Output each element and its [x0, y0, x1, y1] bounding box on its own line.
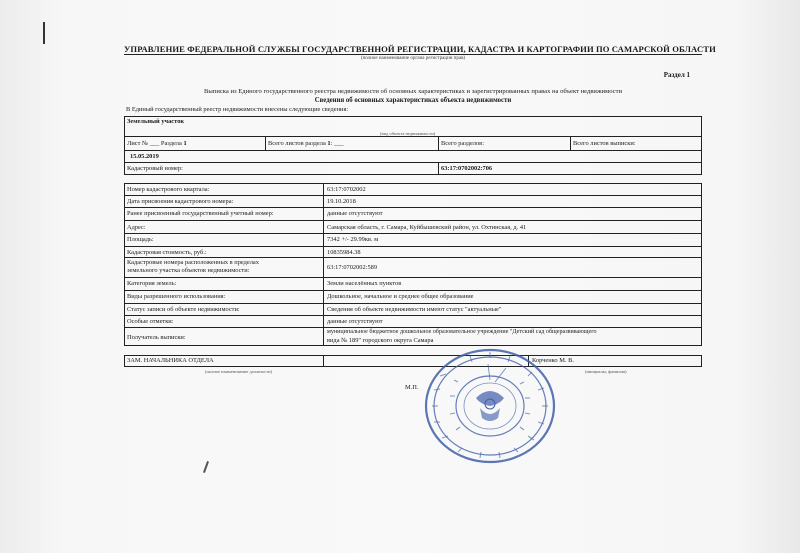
- row-label: Категория земель:: [127, 280, 177, 287]
- row-value: 19.10.2018: [327, 198, 356, 205]
- row-value: данные отсутствуют: [327, 318, 383, 325]
- row-label: Виды разрешенного использования:: [127, 293, 226, 300]
- extract-subtitle: Сведения об основных характеристиках объекта недвижимости: [314, 97, 512, 104]
- row-value: Самарская область, г. Самара, Куйбышевский район, ул. Охтинская, д. 41: [327, 224, 527, 231]
- cadastral-label: Кадастровый номер:: [127, 165, 183, 172]
- row-value: Земли населённых пунктов: [327, 280, 402, 287]
- sheet-number: Лист № ___ Раздела 1: [127, 140, 187, 147]
- row-label: Кадастровые номера расположенных в пределах: [127, 259, 259, 266]
- extract-statement: В Единый государственный реестр недвижимости внесены следующие сведения:: [126, 106, 349, 113]
- pen-mark: [43, 22, 45, 44]
- row-value: 10835984.38: [327, 249, 361, 256]
- section-label: Раздел 1: [663, 71, 690, 79]
- object-type-caption: (вид объекта недвижимости): [380, 131, 436, 136]
- row-label: Площадь:: [127, 236, 154, 243]
- official-seal: [420, 346, 558, 466]
- row-label: Номер кадастрового квартала:: [127, 186, 210, 193]
- row-label: Особые отметки:: [127, 318, 174, 325]
- row-label: Ранее присвоенный государственный учетный номер:: [127, 210, 274, 217]
- authority-underline: [124, 54, 702, 55]
- row-value: 63:17:0702002: [327, 186, 366, 193]
- pen-mark: [203, 461, 209, 473]
- object-type: Земельный участок: [127, 118, 185, 125]
- row-value: Дошкольное, начальное и среднее общее образование: [327, 293, 474, 300]
- row-value: Сведения об объекте недвижимости имеют статус "актуальные": [327, 306, 502, 313]
- authority-title: УПРАВЛЕНИЕ ФЕДЕРАЛЬНОЙ СЛУЖБЫ ГОСУДАРСТВЕННОЙ РЕГИСТРАЦИИ, КАДАСТРА И КАРТОГРАФИИ ПО САМАРСКОЙ ОБЛАСТИ: [124, 44, 716, 54]
- signature-name: Корченко М. В.: [532, 357, 574, 364]
- authority-caption: (полное наименование органа регистрации прав): [360, 56, 466, 61]
- row-label: Получатель выписки:: [127, 334, 186, 341]
- row-value-cont: вида № 189" городского округа Самара: [327, 337, 434, 344]
- stamp-place-label: М.П.: [405, 384, 419, 391]
- position-caption: (полное наименование должности): [205, 369, 272, 374]
- name-caption: (инициалы, фамилия): [585, 369, 627, 374]
- total-extract-sheets: Всего листов выписки:: [573, 140, 636, 147]
- extract-date: 15.05.2019: [130, 153, 159, 160]
- row-label-cont: земельного участка объектов недвижимости:: [127, 267, 250, 274]
- row-label: Статус записи об объекте недвижимости:: [127, 306, 240, 313]
- total-sections: Всего разделов:: [441, 140, 484, 147]
- row-value: 63:17:0702002:589: [327, 264, 378, 271]
- row-value: муниципальное бюджетное дошкольное образовательное учреждение "Детский сад общеразвивающего: [327, 329, 597, 335]
- row-value: данные отсутствуют: [327, 210, 383, 217]
- signature-position: ЗАМ. НАЧАЛЬНИКА ОТДЕЛА: [127, 357, 214, 364]
- extract-intro: Выписка из Единого государственного реестра недвижимости об основных характеристиках и зарегистрированных правах на объект недвижимости: [203, 88, 623, 95]
- row-value: 7342 +/- 29.99кв. м: [327, 236, 379, 243]
- total-sheets: Всего листов раздела 1: ___: [268, 140, 344, 147]
- cadastral-number: 63:17:0702002:706: [441, 165, 493, 172]
- row-label: Кадастровая стоимость, руб.:: [127, 249, 207, 256]
- row-label: Адрес:: [127, 224, 146, 231]
- bleed-through-text: [170, 63, 650, 77]
- row-label: Дата присвоения кадастрового номера:: [127, 198, 234, 205]
